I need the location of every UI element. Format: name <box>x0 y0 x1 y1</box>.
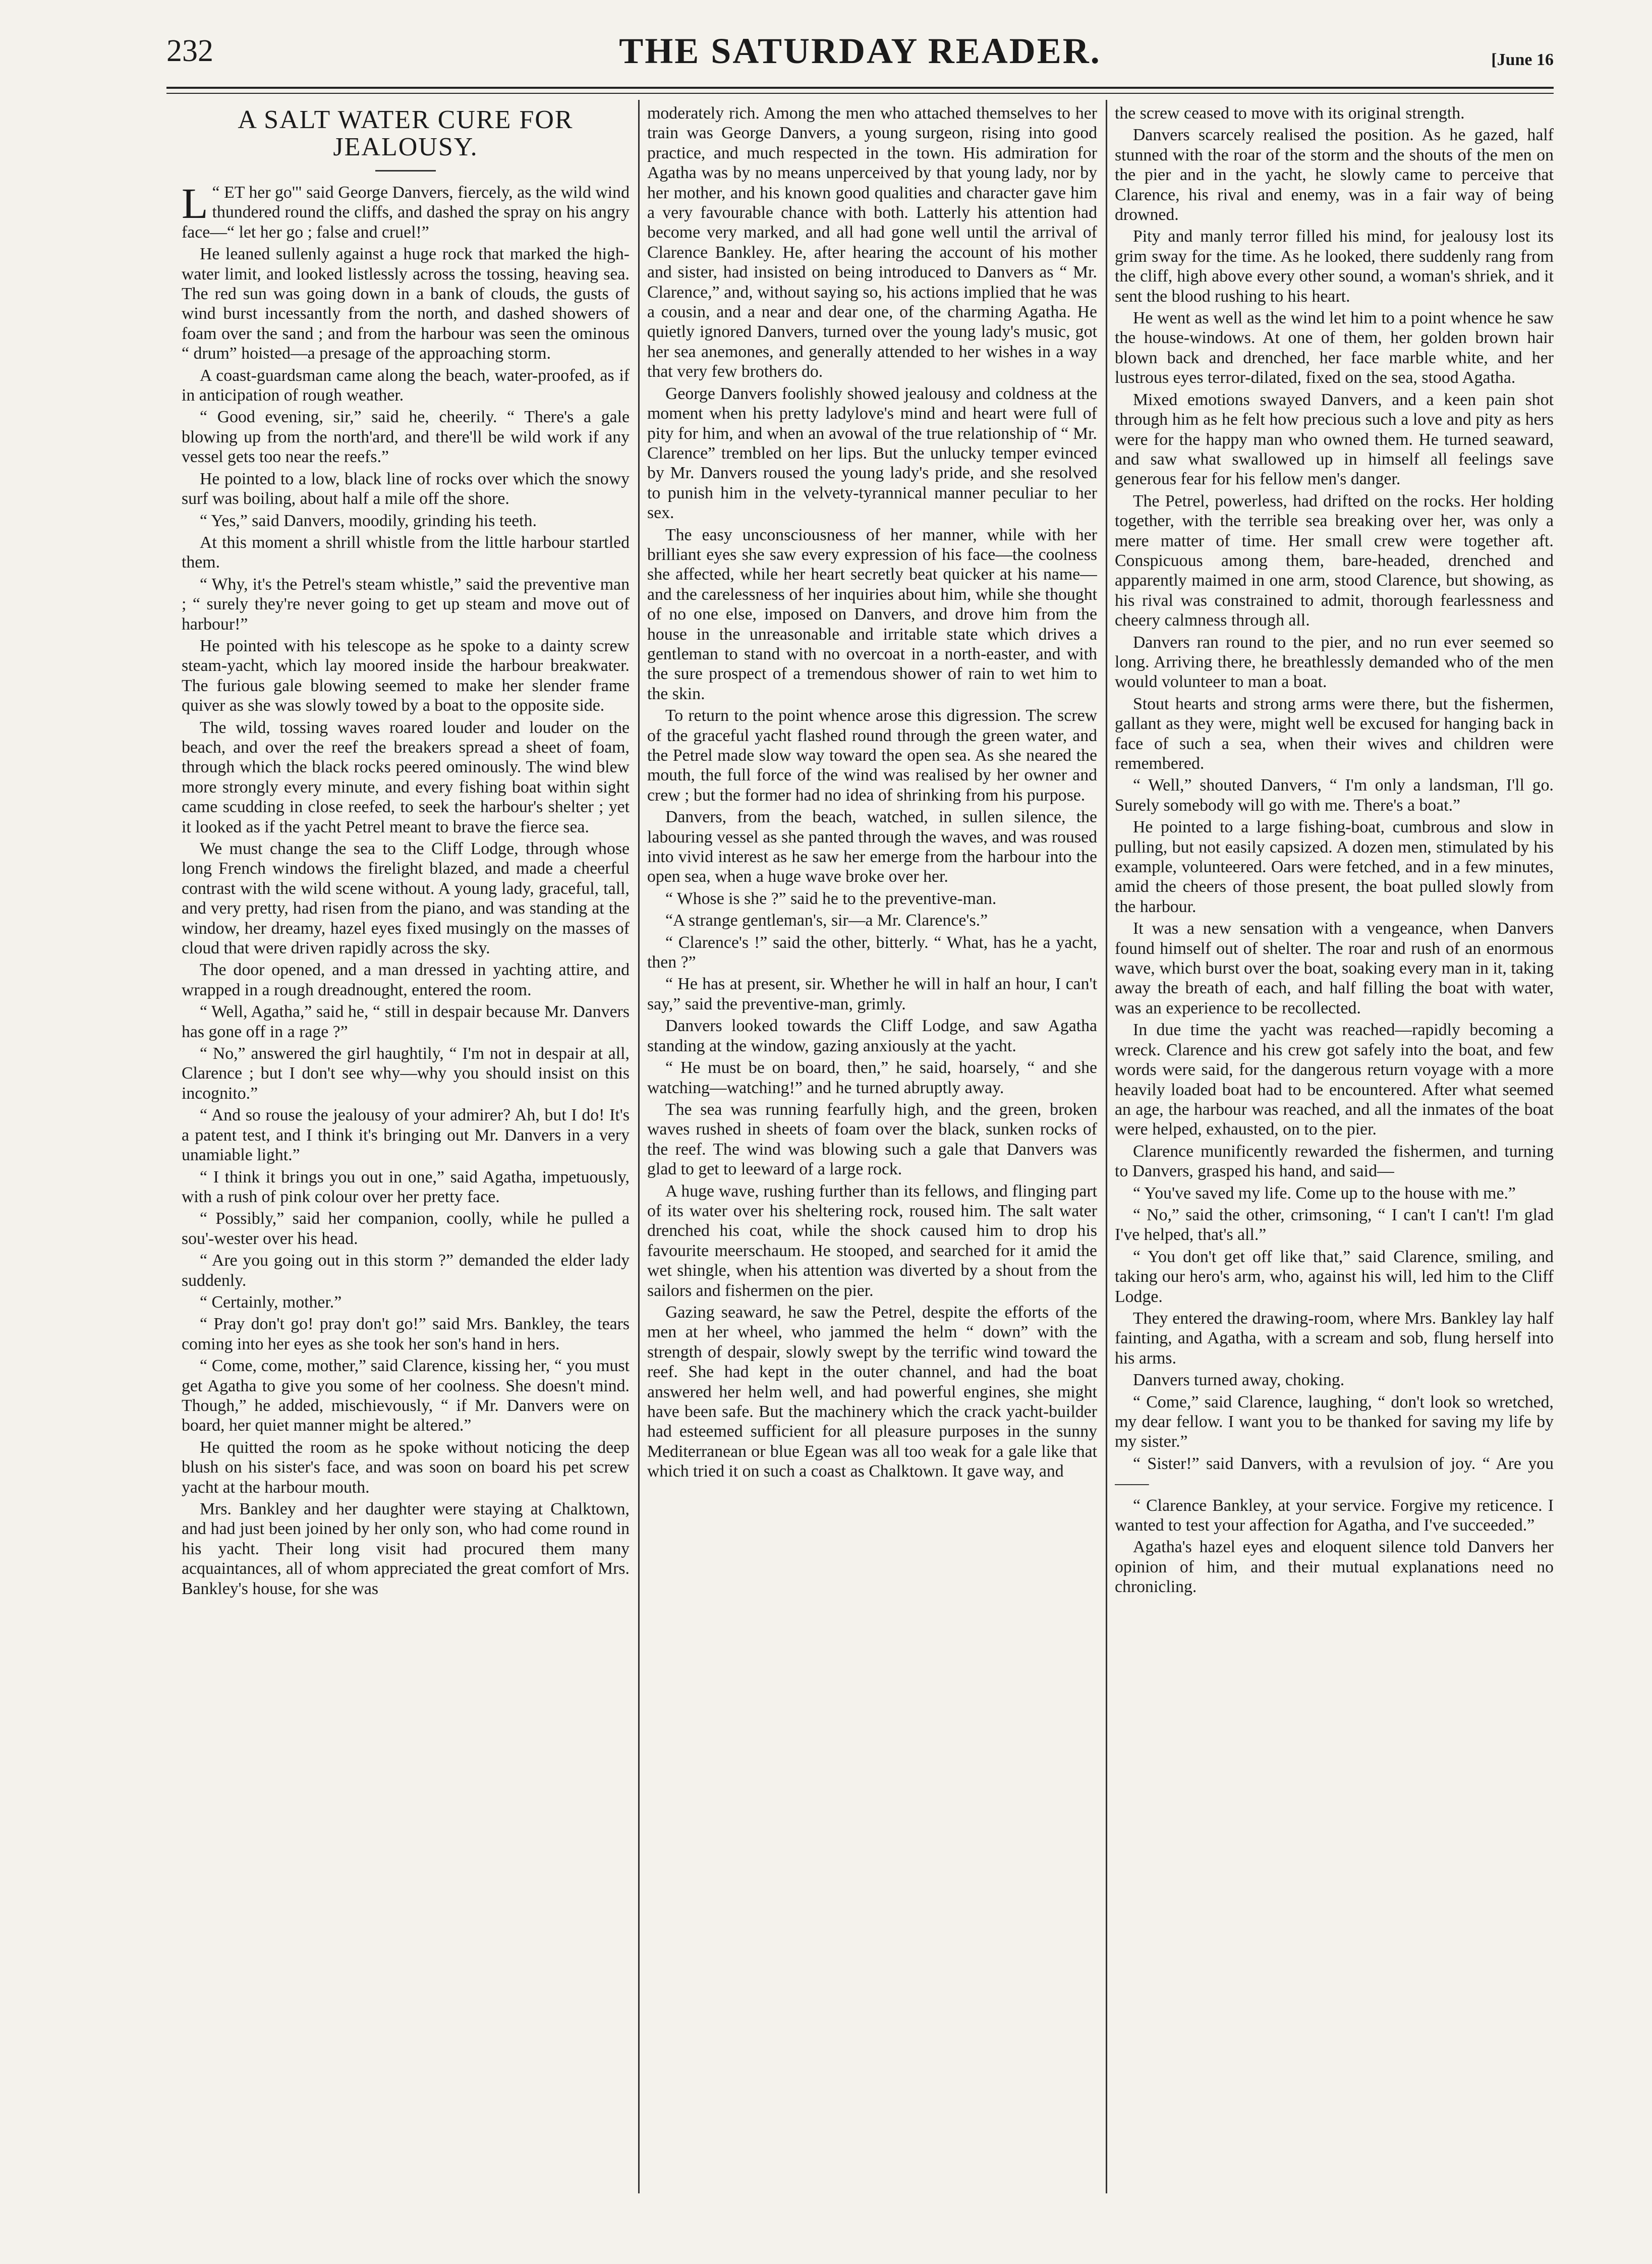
paragraph: At this moment a shrill whistle from the little harbour startled them. <box>182 533 630 572</box>
header-rule-thin <box>166 93 1554 94</box>
paragraph: “ No,” answered the girl haughtily, “ I'm not in despair at all, Clarence ; but I don't see why—why you should insist on this incognito.” <box>182 1044 630 1103</box>
paragraph: He pointed to a large fishing-boat, cumbrous and slow in pulling, but not easily capsized. A dozen men, stimulated by his example, volunteered. Oars were fetched, and in a few minutes, amid the cheers of those present, the boat pulled slowly from the harbour. <box>1115 818 1554 916</box>
paragraph: “ Well, Agatha,” said he, “ still in despair because Mr. Danvers has gone off in a rage ?” <box>182 1002 630 1041</box>
paragraph: “ He has at present, sir. Whether he will in half an hour, I can't say,” said the preventive-man, grimly. <box>647 975 1097 1013</box>
paragraph: A coast-guardsman came along the beach, water-proofed, as if in anticipation of rough weather. <box>182 366 630 405</box>
article-title: A SALT WATER CURE FOR JEALOUSY. <box>238 105 574 161</box>
paragraph: “ Pray don't go! pray don't go!” said Mrs. Bankley, the tears coming into her eyes as she took her son's hand in hers. <box>182 1315 630 1353</box>
paragraph: “ And so rouse the jealousy of your admirer? Ah, but I do! It's a patent test, and I think it's bringing out Mr. Danvers in a very unamiable light.” <box>182 1106 630 1165</box>
paragraph: Danvers ran round to the pier, and no run ever seemed so long. Arriving there, he breathlessly demanded who of the men would volunteer to man a boat. <box>1115 633 1554 692</box>
paragraph: Mixed emotions swayed Danvers, and a keen pain shot through him as he felt how precious such a love and pity as hers were for the happy man who owned them. He turned seaward, and saw what swallowed up in himself all feelings save generous fear for his fellow men's danger. <box>1115 390 1554 489</box>
paragraph: “ Sister!” said Danvers, with a revulsion of joy. “ Are you—— <box>1115 1454 1554 1493</box>
column-divider <box>638 100 640 2193</box>
paragraph: “ Whose is she ?” said he to the preventive-man. <box>665 889 997 908</box>
paragraph: The wild, tossing waves roared louder and louder on the beach, and over the reef the breakers spread a sheet of foam, through which the black rocks peered ominously. The wind blew more strongly every minute, and every fishing boat within sight came scudding in close reefed, to seek the harbour's shelter ; yet it looked as if the yacht Petrel meant to brave the fierce sea. <box>182 718 630 836</box>
paragraph: A huge wave, rushing further than its fellows, and flinging part of its water over his sheltering rock, roused him. The salt water drenched his coat, while the shock caused him to drop his favourite meerschaum. He stooped, and searched for it amid the wet shingle, when his attention was diverted by a shout from the sailors and fishermen on the pier. <box>647 1181 1097 1300</box>
page-header <box>166 30 1554 76</box>
title-rule <box>375 170 436 172</box>
header-rule <box>166 87 1554 89</box>
paragraph: It was a new sensation with a vengeance, when Danvers found himself out of shelter. The roar and rush of an enormous wave, which burst over the boat, soaking every man in it, taking away the breath of each, and half filling the boat with water, was an experience to be recollected. <box>1115 919 1554 1017</box>
paragraph: Stout hearts and strong arms were there, but the fishermen, gallant as they were, might well be excused for hanging back in face of such a sea, when their wives and children were remembered. <box>1115 694 1554 773</box>
paragraph: Danvers looked towards the Cliff Lodge, and saw Agatha standing at the window, gazing anxiously at the yacht. <box>647 1016 1097 1055</box>
paragraph: moderately rich. Among the men who attached themselves to her train was George Danvers, a young surgeon, rising into good practice, and much respected in the town. His admiration for Agatha was by no means unperceived by that young lady, nor by her mother, and his known good qualities and character gave him a very favourable chance with both. Latterly his attention had become very marked, and all had gone well until the arrival of Clarence Bankley. He, after hearing the account of his mother and sister, had insisted on being introduced to Danvers as “ Mr. Clarence,” and, without saying so, his actions implied that he was a cousin, and a near and dear one, of the charming Agatha. He quietly ignored Danvers, turned over the young lady's music, got her sea anemones, and generally attended to her wishes in a way that very few brothers do. <box>647 104 1097 381</box>
paragraph: They entered the drawing-room, where Mrs. Bankley lay half fainting, and Agatha, with a scream and sob, flung herself into his arms. <box>1115 1309 1554 1368</box>
paragraph: “ Clarence's !” said the other, bitterly. “ What, has he a yacht, then ?” <box>647 933 1097 972</box>
paragraph: The sea was running fearfully high, and the green, broken waves rushed in sheets of foam over the black, sunken rocks of the reef. The wind was blowing such a gale that Danvers was glad to get to leeward of a large rock. <box>647 1100 1097 1179</box>
paragraph: “ Come,” said Clarence, laughing, “ don't look so wretched, my dear fellow. I want you to be thanked for saving my life by my sister.” <box>1115 1392 1554 1451</box>
paragraph: “ No,” said the other, crimsoning, “ I can't I can't! I'm glad I've helped, that's all.” <box>1115 1205 1554 1244</box>
paragraph: “ Why, it's the Petrel's steam whistle,” said the preventive man ; “ surely they're never going to get up steam and move out of harbour!” <box>182 575 630 634</box>
paragraph: Mrs. Bankley and her daughter were staying at Chalktown, and had just been joined by her only son, who had come round in his yacht. Their long visit had procured them many acquaintances, all of whom appreciated the great comfort of Mrs. Bankley's house, for she was <box>182 1500 630 1598</box>
paragraph: “ Certainly, mother.” <box>200 1292 342 1312</box>
paragraph: “ You've saved my life. Come up to the house with me.” <box>1133 1183 1516 1203</box>
paragraph: We must change the sea to the Cliff Lodge, through whose long French windows the firelight blazed, and made a cheerful contrast with the wild scene without. A young lady, graceful, tall, and very pretty, had risen from the piano, and was standing at the window, her dreamy, hazel eyes fixed musingly on the masses of cloud that were driven rapidly across the sky. <box>182 839 630 958</box>
paragraph: To return to the point whence arose this digression. The screw of the graceful yacht flashed round through the green water, and the Petrel made slow way toward the open sea. As she neared the mouth, the full force of the wind was realised by her owner and crew ; but the former had no idea of shrinking from his purpose. <box>647 706 1097 805</box>
paragraph: “A strange gentleman's, sir—a Mr. Clarence's.” <box>665 911 988 930</box>
opening-text: ET her go'" said George Danvers, fiercely, as the wild wind thundered round the cliffs, and dashed the spray on his angry face—“ let her go ; false and cruel!” <box>182 183 630 242</box>
paragraph: “ Good evening, sir,” said he, cheerily. “ There's a gale blowing up from the north'ard, and there'll be wild work if any vessel gets too near the reefs.” <box>182 408 630 467</box>
paragraph: Danvers turned away, choking. <box>1133 1371 1345 1390</box>
paragraph: “ Yes,” said Danvers, moodily, grinding his teeth. <box>200 511 537 530</box>
paragraph: “ Clarence Bankley, at your service. Forgive my reticence. I wanted to test your affection for Agatha, and I've succeeded.” <box>1115 1496 1554 1535</box>
paragraph: He pointed with his telescope as he spoke to a dainty screw steam-yacht, which lay moored inside the harbour breakwater. The furious gale blowing seemed to make her slender frame quiver as she was slowly towed by a boat to the opposite side. <box>182 636 630 715</box>
paragraph: George Danvers foolishly showed jealousy and coldness at the moment when his pretty ladylove's mind and heart were full of pity for him, and when an avowal of the true relationship of “ Mr. Clarence” trembled on her lips. But the unlucky temper evinced by Mr. Danvers roused the young lady's pride, and she resolved to punish him in the velvety-tyrannical manner peculiar to her sex. <box>647 384 1097 523</box>
masthead: THE SATURDAY READER. <box>619 31 1101 71</box>
paragraph: The easy unconsciousness of her manner, while with her brilliant eyes she saw every expression of his face—the coolness she affected, while her heart secretly beat quicker at his name—and the carelessness of her inquiries about him, while she thought of no one else, imposed on Danvers, and drove him from the house in the unreasonable and irritable state which drives a gentleman to stand with no overcoat in a north-easter, and with the sure prospect of a tremendous shower of rain to wet him to the skin. <box>647 525 1097 703</box>
paragraph: He leaned sullenly against a huge rock that marked the high-water limit, and looked listlessly across the tossing, heaving sea. The red sun was going down in a bank of clouds, the gusts of wind burst incessantly from the north, and dashed showers of foam over the sand ; and from the harbour was seen the ominous “ drum” hoisted—a presage of the approaching storm. <box>182 245 630 363</box>
issue-date: [June 16 <box>1491 50 1554 69</box>
paragraph: “ Come, come, mother,” said Clarence, kissing her, “ you must get Agatha to give you some of her coolness. She doesn't mind. Though,” he added, mischievously, “ if Mr. Danvers were on board, her quiet manner might be altered.” <box>182 1356 630 1435</box>
paragraph: “ Well,” shouted Danvers, “ I'm only a landsman, I'll go. Surely somebody will go with me. There's a boat.” <box>1115 776 1554 815</box>
column-2 <box>647 103 1097 2192</box>
paragraph: “ I think it brings you out in one,” said Agatha, impetuously, with a rush of pink colour over her pretty face. <box>182 1167 630 1206</box>
paragraph: “ You don't get off like that,” said Clarence, smiling, and taking our hero's arm, who, against his will, led him to the Cliff Lodge. <box>1115 1247 1554 1306</box>
paragraph: Danvers scarcely realised the position. As he gazed, half stunned with the roar of the storm and the shouts of the men on the pier and in the yacht, he slowly came to perceive that Clarence, his rival and enemy, was in a fair way of being drowned. <box>1115 126 1554 224</box>
paragraph: In due time the yacht was reached—rapidly becoming a wreck. Clarence and his crew got safely into the boat, and few words were said, for the dangerous return voyage with a more heavily loaded boat had to be encountered. After what seemed an age, the harbour was reached, and all the inmates of the boat were helped, exhausted, on to the pier. <box>1115 1021 1554 1139</box>
paragraph: He went as well as the wind let him to a point whence he saw the house-windows. At one of them, her golden brown hair blown back and drenched, her face marble white, and her lustrous eyes terror-dilated, fixed on the sea, stood Agatha. <box>1115 309 1554 387</box>
page-number: 232 <box>166 34 213 68</box>
column-divider <box>1106 100 1107 2193</box>
paragraph: Clarence munificently rewarded the fishermen, and turning to Danvers, grasped his hand, and said— <box>1115 1142 1554 1181</box>
paragraph: Pity and manly terror filled his mind, for jealousy lost its grim sway for the time. As he looked, there suddenly rang from the cliff, high above every other sound, a woman's shriek, and it sent the blood rushing to his heart. <box>1115 227 1554 306</box>
paragraph: “ He must be on board, then,” he said, hoarsely, “ and she watching—watching!” and he turned abruptly away. <box>647 1058 1097 1097</box>
paragraph: Danvers, from the beach, watched, in sullen silence, the labouring vessel as she panted through the waves, and was roused into vivid interest as he saw her emerge from the harbour into the open sea, when a huge wave broke over her. <box>647 808 1097 886</box>
opening-quote: “ <box>212 183 224 202</box>
drop-cap: L <box>182 179 208 228</box>
paragraph: “ Possibly,” said her companion, coolly, while he pulled a sou'-wester over his head. <box>182 1209 630 1248</box>
paragraph: He pointed to a low, black line of rocks over which the snowy surf was boiling, about half a mile off the shore. <box>182 469 630 508</box>
paragraph: He quitted the room as he spoke without noticing the deep blush on his sister's face, and was soon on board his pet screw yacht at the harbour mouth. <box>182 1438 630 1497</box>
opening-paragraph <box>182 179 630 242</box>
column-1 <box>182 103 630 2192</box>
paragraph: The Petrel, powerless, had drifted on the rocks. Her holding together, with the terrible sea breaking over her, was only a mere matter of time. Her small crew were together aft. Conspicuous among them, bare-headed, drenched and apparently maimed in one arm, stood Clarence, but showing, as his rival was constrained to admit, thorough fearlessness and cheery calmness through all. <box>1115 491 1554 630</box>
paragraph: Agatha's hazel eyes and eloquent silence told Danvers her opinion of him, and their mutual explanations need no chronicling. <box>1115 1538 1554 1597</box>
paragraph: the screw ceased to move with its original strength. <box>1115 104 1465 123</box>
paragraph: The door opened, and a man dressed in yachting attire, and wrapped in a rough dreadnought, entered the room. <box>182 960 630 999</box>
paragraph: “ Are you going out in this storm ?” demanded the elder lady suddenly. <box>182 1251 630 1290</box>
column-3 <box>1115 103 1554 2192</box>
paragraph: Gazing seaward, he saw the Petrel, despite the efforts of the men at her wheel, who jammed the helm “ down” with the strength of despair, slowly swept by the terrific wind toward the reef. She had kept in the outer channel, and had the boat answered her helm well, and had powerful engines, she might have been safe. But the machinery which the crack yacht-builder had esteemed sufficient for all pleasure purposes in the sunny Mediterranean or blue Egean was all too weak for a gale like that which tried it on such a coast as Chalktown. It gave way, and <box>647 1303 1097 1481</box>
